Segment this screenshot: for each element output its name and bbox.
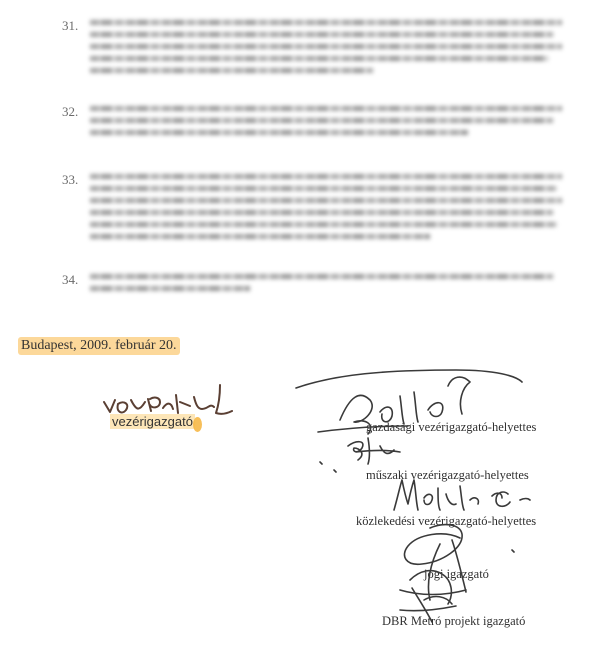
redacted-text-block — [90, 174, 562, 246]
signature-legal-director — [400, 525, 514, 604]
date-line: Budapest, 2009. február 20. — [18, 337, 180, 355]
signature-transport-deputy — [394, 480, 530, 510]
list-item-32 — [62, 104, 562, 152]
signatory-role-transport-deputy: közlekedési vezérigazgató-helyettes — [356, 514, 537, 528]
signatory-role-ceo: vezérigazgató — [112, 414, 193, 429]
signatory-role-technical-deputy: műszaki vezérigazgató-helyettes — [366, 468, 529, 482]
signatory-role-legal-director: jogi igazgató — [424, 567, 489, 581]
signatory-role-economic-deputy: gazdasági vezérigazgató-helyettes — [366, 420, 537, 434]
item-number: 33. — [62, 172, 79, 187]
signature-ceo — [104, 385, 232, 414]
signatory-role-dbr-metro-director: DBR Metró projekt igazgató — [382, 614, 526, 628]
signature-technical-deputy — [320, 438, 400, 472]
item-number: 34. — [62, 272, 79, 287]
item-number: 32. — [62, 104, 79, 119]
item-number: 31. — [62, 18, 79, 33]
redacted-text-block — [90, 106, 562, 142]
list-item-33 — [62, 172, 562, 252]
redacted-text-block — [90, 274, 562, 298]
list-item-34 — [62, 272, 562, 304]
redacted-text-block — [90, 20, 562, 80]
highlighter-mark — [193, 417, 202, 432]
list-item-31 — [62, 18, 562, 80]
